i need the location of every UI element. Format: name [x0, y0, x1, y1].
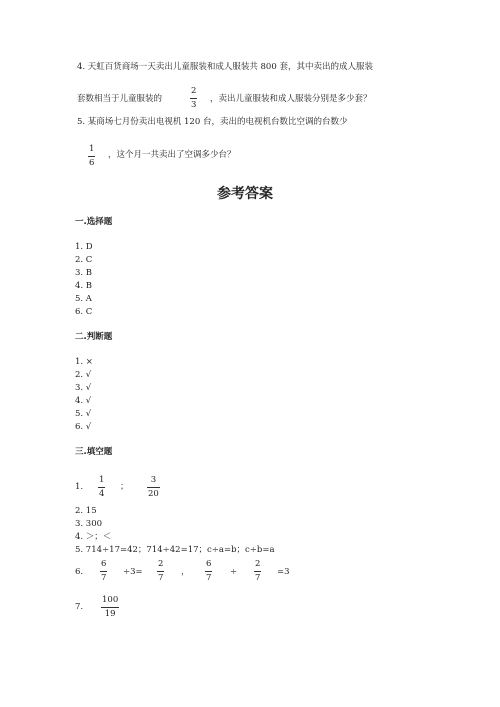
- fraction-numerator: 6: [101, 559, 107, 569]
- answer-7-fraction: [101, 596, 119, 618]
- fraction-bar: [190, 98, 197, 99]
- answer-1-label: 1.: [75, 482, 84, 492]
- fraction-bar: [98, 487, 105, 488]
- answer-6-operator-2: ÷: [230, 567, 238, 577]
- fraction-denominator: 20: [148, 488, 159, 499]
- problem-4-fraction: [190, 87, 197, 109]
- section-1-item: 4. B: [75, 281, 93, 291]
- answer-5: 5. 714÷17=42；714÷42=17；c÷a=b；c÷b=a: [75, 545, 275, 555]
- fraction-numerator: 2: [255, 559, 261, 569]
- answer-6-fraction-1: [100, 560, 107, 582]
- fraction-bar: [100, 571, 107, 572]
- problem-4-line-2-start: 套数相当于儿童服装的: [77, 94, 163, 104]
- fraction-bar: [157, 571, 164, 572]
- problem-4-line-2-end: ，卖出儿童服装和成人服装分别是多少套？: [210, 94, 372, 104]
- problem-5-fraction: [88, 145, 95, 167]
- fraction-bar: [101, 607, 119, 608]
- fraction-bar: [205, 571, 212, 572]
- answer-6-label: 6.: [75, 567, 84, 577]
- fraction-numerator: 2: [191, 86, 197, 96]
- answers-title: 参考答案: [217, 186, 273, 202]
- fraction-numerator: 1: [89, 144, 95, 154]
- problem-4-line-1: 4. 天虹百货商场一天卖出儿童服装和成人服装共 800 套，其中卖出的成人服装: [77, 62, 373, 72]
- fraction-denominator: 6: [89, 157, 95, 168]
- fraction-denominator: 4: [99, 488, 105, 499]
- fraction-denominator: 7: [101, 572, 107, 583]
- answer-4: 4. ＞；＜: [75, 532, 112, 542]
- section-1-title: 一.选择题: [75, 217, 113, 227]
- answer-6-separator: ，: [181, 567, 190, 577]
- section-1-item: 1. D: [75, 242, 93, 252]
- answer-6-fraction-3: [205, 560, 212, 582]
- answer-6-result: =3: [277, 567, 290, 577]
- section-2-item: 3. √: [75, 383, 92, 393]
- section-1-item: 6. C: [75, 307, 93, 317]
- section-1-item: 5. A: [75, 294, 92, 304]
- fraction-numerator: 3: [150, 475, 157, 485]
- answer-7-label: 7.: [75, 602, 84, 612]
- section-2-item: 1. ×: [75, 357, 93, 367]
- section-2-title: 二.判断题: [75, 332, 113, 342]
- answer-2: 2. 15: [75, 506, 97, 516]
- fraction-numerator: 6: [206, 559, 212, 569]
- section-2-item: 4. √: [75, 396, 92, 406]
- answer-6-fraction-4: [254, 560, 261, 582]
- section-2-item: 6. √: [75, 422, 92, 432]
- fraction-bar: [254, 571, 261, 572]
- problem-5-line-2: ，这个月一共卖出了空调多少台？: [108, 150, 236, 160]
- section-1-item: 2. C: [75, 255, 93, 265]
- section-2-item: 2. √: [75, 370, 92, 380]
- fraction-denominator: 7: [255, 572, 261, 583]
- problem-5-line-1: 5. 某商场七月份卖出电视机 120 台，卖出的电视机台数比空调的台数少: [77, 117, 348, 127]
- fraction-numerator: 100: [102, 595, 119, 605]
- answer-6-fraction-2: [157, 560, 164, 582]
- fraction-bar: [147, 487, 160, 488]
- fraction-denominator: 7: [206, 572, 212, 583]
- fraction-numerator: 1: [99, 475, 105, 485]
- answer-1-fraction-2: [147, 476, 160, 498]
- fraction-bar: [88, 156, 95, 157]
- section-1-item: 3. B: [75, 268, 93, 278]
- answer-1-separator: ；: [120, 482, 129, 492]
- answer-3: 3. 300: [75, 519, 103, 529]
- fraction-denominator: 3: [191, 99, 197, 110]
- answer-6-operator-1: ÷3=: [123, 567, 143, 577]
- fraction-numerator: 2: [158, 559, 164, 569]
- fraction-denominator: 19: [104, 608, 116, 619]
- answer-1-fraction-1: [98, 476, 105, 498]
- section-2-item: 5. √: [75, 409, 92, 419]
- fraction-denominator: 7: [158, 572, 164, 583]
- section-3-title: 三.填空题: [75, 447, 113, 457]
